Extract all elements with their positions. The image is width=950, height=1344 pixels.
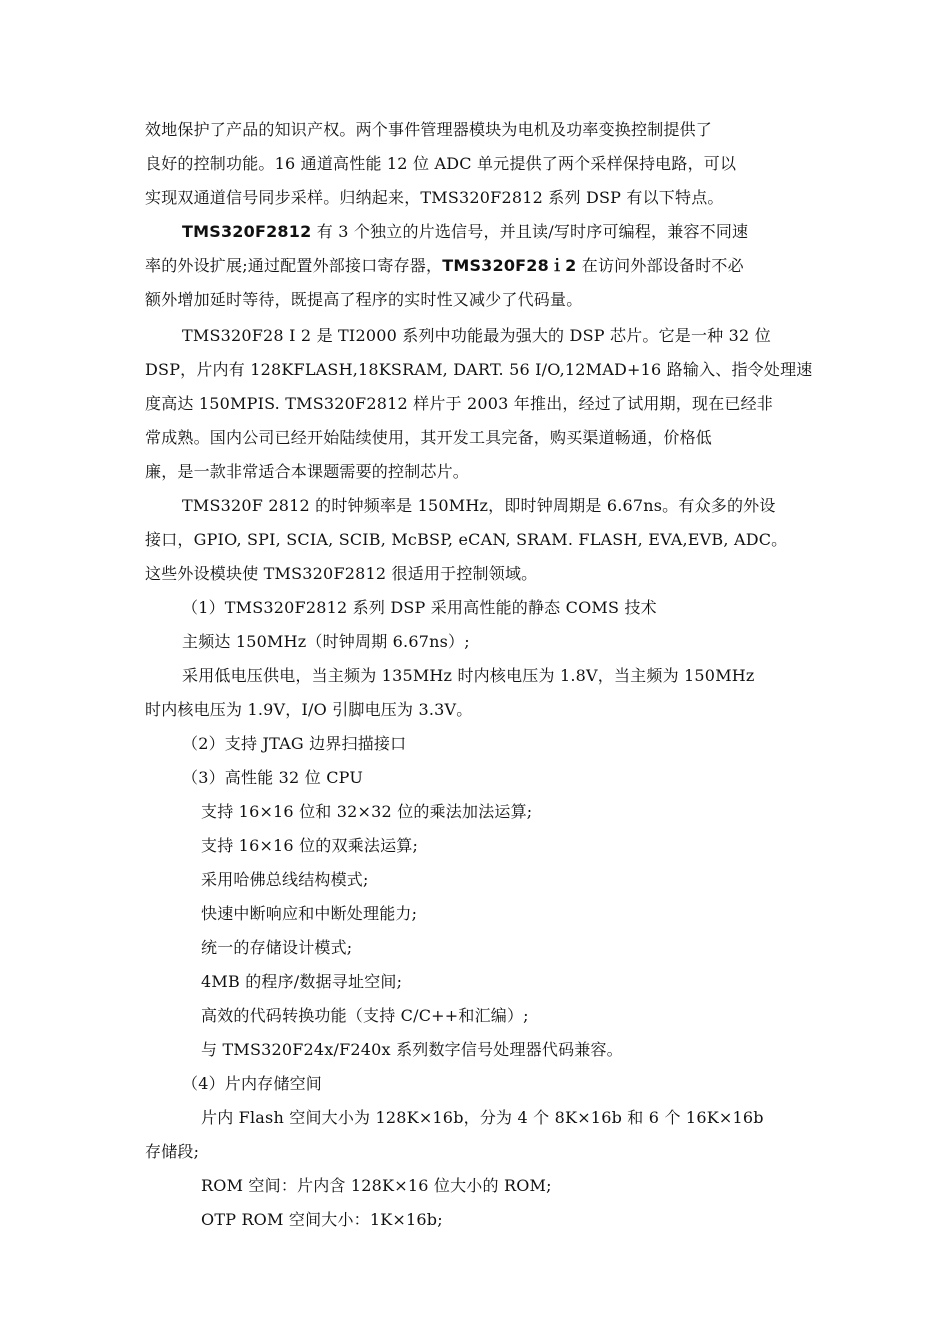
chip-name-bold: TMS320F28ｉ2 <box>442 256 577 275</box>
list-item: 统一的存储设计模式; <box>201 938 353 957</box>
paragraph-line: 度高达 150MPIS. TMS320F2812 样片于 2003 年推出，经过了试用期，现在已经非 <box>145 394 774 413</box>
list-item: 采用哈佛总线结构模式; <box>201 870 369 889</box>
section-heading: （1）TMS320F2812 系列 DSP 采用高性能的静态 COMS 技术 <box>182 598 657 617</box>
paragraph-line: 存储段; <box>145 1142 200 1161</box>
section-heading: （4）片内存储空间 <box>182 1074 322 1093</box>
paragraph-line: 实现双通道信号同步采样。归纳起来，TMS320F2812 系列 DSP 有以下特点。 <box>145 188 724 207</box>
paragraph-line: ROM 空间：片内含 128K×16 位大小的 ROM; <box>201 1176 552 1195</box>
paragraph-line: OTP ROM 空间大小：1K×16b; <box>201 1210 443 1229</box>
paragraph-text: 在访问外部设备时不必 <box>576 256 744 275</box>
paragraph-line: 时内核电压为 1.9V，I/O 引脚电压为 3.3V。 <box>145 700 473 719</box>
paragraph-line: 这些外设模块使 TMS320F2812 很适用于控制领域。 <box>145 564 538 583</box>
paragraph-line: 常成熟。国内公司已经开始陆续使用，其开发工具完备，购买渠道畅通，价格低 <box>145 428 713 447</box>
paragraph-line: 接口，GPIO, SPI, SCIA, SCIB, McBSP, eCAN, SRAM. FLASH, EVA,EVB, ADC。 <box>145 530 788 549</box>
paragraph-line <box>145 256 744 276</box>
paragraph-line: 片内 Flash 空间大小为 128K×16b，分为 4 个 8K×16b 和 6 个 16K×16b <box>201 1108 764 1127</box>
paragraph-line: 采用低电压供电，当主频为 135MHz 时内核电压为 1.8V，当主频为 150MHz <box>182 666 755 685</box>
list-item: 与 TMS320F24x/F240x 系列数字信号处理器代码兼容。 <box>201 1040 623 1059</box>
list-item: 支持 16×16 位的双乘法运算; <box>201 836 419 855</box>
paragraph-text: 率的外设扩展;通过配置外部接口寄存器， <box>145 256 443 275</box>
paragraph-line: 廉，是一款非常适合本课题需要的控制芯片。 <box>145 462 470 481</box>
section-heading: （3）高性能 32 位 CPU <box>182 768 364 787</box>
paragraph-line: TMS320F28 I 2 是 TI2000 系列中功能最为强大的 DSP 芯片。它是一种 32 位 <box>182 326 771 345</box>
paragraph-line: DSP，片内有 128KFLASH,18KSRAM, DART. 56 I/O,12MAD+16 路输入、指令处理速 <box>145 360 813 379</box>
paragraph-line <box>182 222 748 242</box>
list-item: 高效的代码转换功能（支持 C/C++和汇编）; <box>201 1006 529 1025</box>
paragraph-line: TMS320F 2812 的时钟频率是 150MHz，即时钟周期是 6.67ns。有众多的外设 <box>182 496 776 515</box>
list-item: 支持 16×16 位和 32×32 位的乘法加法运算; <box>201 802 533 821</box>
paragraph-line: 额外增加延时等待，既提高了程序的实时性又减少了代码量。 <box>145 290 583 309</box>
chip-name-bold: TMS320F2812 <box>182 222 312 241</box>
section-heading: （2）支持 JTAG 边界扫描接口 <box>182 734 407 753</box>
paragraph-line: 良好的控制功能。16 通道高性能 12 位 ADC 单元提供了两个采样保持电路，可以 <box>145 154 737 173</box>
list-item: 快速中断响应和中断处理能力; <box>201 904 418 923</box>
paragraph-line: 主频达 150MHz（时钟周期 6.67ns）; <box>182 632 470 651</box>
paragraph-line: 效地保护了产品的知识产权。两个事件管理器模块为电机及功率变换控制提供了 <box>145 120 713 139</box>
list-item: 4MB 的程序/数据寻址空间; <box>201 972 403 991</box>
paragraph-text: 有 3 个独立的片选信号，并且读/写时序可编程，兼容不同速 <box>311 222 749 241</box>
